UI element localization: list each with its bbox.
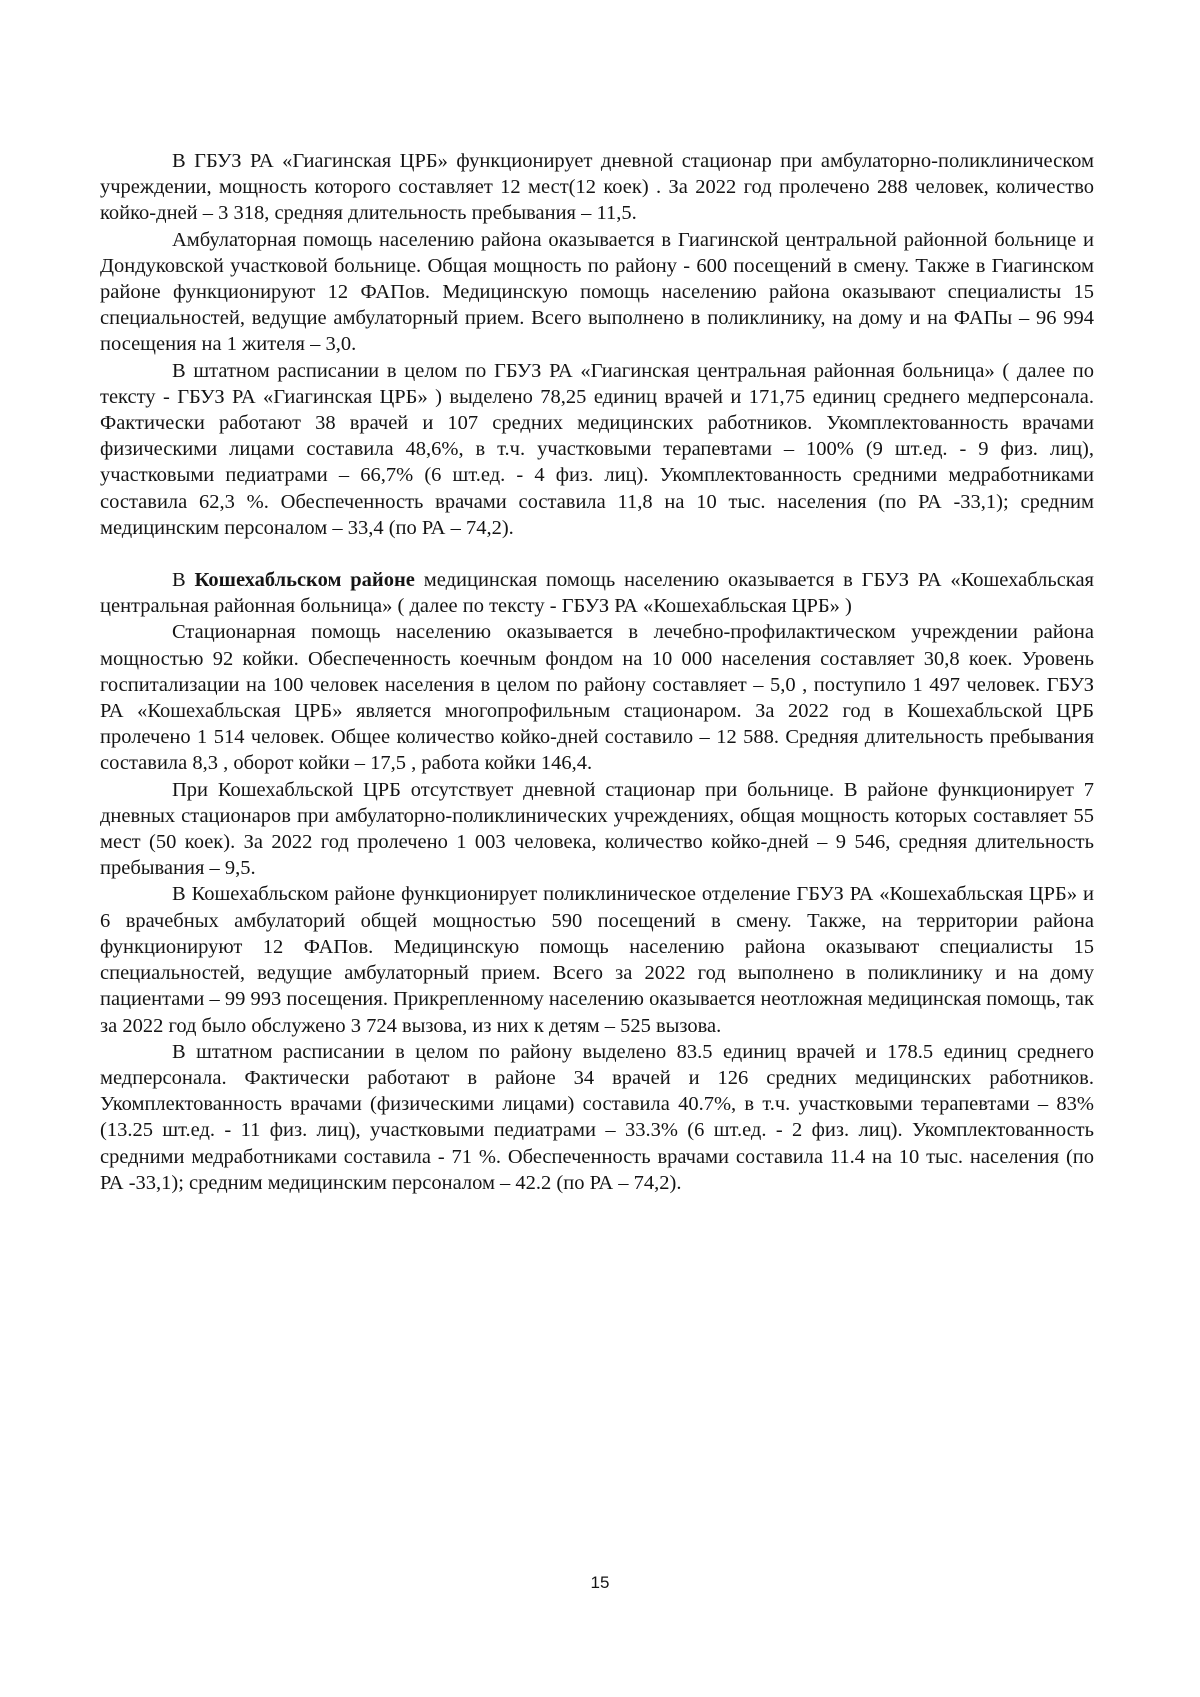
- koshekhabl-intro-prefix: В: [172, 569, 195, 592]
- koshekhabl-district-heading: Кошехабльском районе: [194, 569, 415, 592]
- paragraph-koshekhabl-intro: [100, 567, 1094, 619]
- paragraph-koshekhabl-outpatient: В Кошехабльском районе функционирует поликлиническое отделение ГБУЗ РА «Кошехабльская ЦРБ» и 6 врачебных амбулаторий общей мощностью 590 посещений в смену. Также, на территории района функционируют 12 ФАПов. Медицинскую помощь населению района оказывают специалисты 15 специальностей, ведущие амбулаторный прием. Всего за 2022 год выполнено в поликлинику и на дому пациентами – 99 993 посещения. Прикрепленному населению оказывается неотложная медицинская помощь, так за 2022 год было обслужено 3 724 вызова, из них к детям – 525 вызова.: [100, 883, 1094, 1037]
- paragraph-giaginsk-day-hospital: В ГБУЗ РА «Гиагинская ЦРБ» функционирует дневной стационар при амбулаторно-поликлиническом учреждении, мощность которого составляет 12 мест(12 коек) . За 2022 год пролечено 288 человек, количество койко-дней – 3 318, средняя длительность пребывания – 11,5.: [100, 150, 1094, 225]
- paragraph-giaginsk-ambulatory-care: Амбулаторная помощь населению района оказывается в Гиагинской центральной районной больнице и Дондуковской участковой больнице. Общая мощность по району - 600 посещений в смену. Также в Гиагинском районе функционируют 12 ФАПов. Медицинскую помощь населению района оказывают специалисты 15 специальностей, ведущие амбулаторный прием. Всего выполнено в поликлинику, на дому и на ФАПы – 96 994 посещения на 1 жителя – 3,0.: [100, 228, 1094, 356]
- koshekhabl-intro-text: медицинская помощь населению оказывается в ГБУЗ РА «Кошехабльская центральная районная больница» ( далее по тексту - ГБУЗ РА «Кошехабльская ЦРБ» ): [100, 569, 1094, 618]
- paragraph-giaginsk-staffing: В штатном расписании в целом по ГБУЗ РА «Гиагинская центральная районная больница» ( далее по тексту - ГБУЗ РА «Гиагинская ЦРБ» ) выделено 78,25 единиц врачей и 171,75 единиц среднего медперсонала. Фактически работают 38 врачей и 107 средних медицинских работников. Укомплектованность врачами физическими лицами составила 48,6%, в т.ч. участковыми терапевтами – 100% (9 шт.ед. - 9 физ. лиц), участковыми педиатрами – 66,7% (6 шт.ед. - 4 физ. лиц). Укомплектованность средними медработниками составила 62,3 %. Обеспеченность врачами составила 11,8 на 10 тыс. населения (по РА -33,1); средним медицинским персоналом – 33,4 (по РА – 74,2).: [100, 359, 1094, 539]
- page-number: 15: [590, 1573, 610, 1592]
- paragraph-koshekhabl-day-hospitals: При Кошехабльской ЦРБ отсутствует дневной стационар при больнице. В районе функционирует 7 дневных стационаров при амбулаторно-поликлинических учреждениях, общая мощность которых составляет 55 мест (50 коек). За 2022 год пролечено 1 003 человека, количество койко-дней – 9 546, средняя длительность пребывания – 9,5.: [100, 778, 1094, 880]
- page-body: [100, 148, 1094, 1196]
- paragraph-koshekhabl-staffing: В штатном расписании в целом по району выделено 83.5 единиц врачей и 178.5 единиц среднего медперсонала. Фактически работают в районе 34 врачей и 126 средних медицинских работников. Укомплектованность врачами (физическими лицами) составила 40.7%, в т.ч. участковыми терапевтами – 83% (13.25 шт.ед. - 11 физ. лиц), участковыми педиатрами – 33.3% (6 шт.ед. - 2 физ. лиц). Укомплектованность средними медработниками составила - 71 %. Обеспеченность врачами составила 11.4 на 10 тыс. населения (по РА -33,1); средним медицинским персоналом – 42.2 (по РА – 74,2).: [100, 1040, 1094, 1194]
- paragraph-koshekhabl-inpatient: Стационарная помощь населению оказывается в лечебно-профилактическом учреждении района мощностью 92 койки. Обеспеченность коечным фондом на 10 000 населения составляет 30,8 коек. Уровень госпитализации на 100 человек населения в целом по району составляет – 5,0 , поступило 1 497 человек. ГБУЗ РА «Кошехабльская ЦРБ» является многопрофильным стационаром. За 2022 год в Кошехабльской ЦРБ пролечено 1 514 человек. Общее количество койко-дней составило – 12 588. Средняя длительность пребывания составила 8,3 , оборот койки – 17,5 , работа койки 146,4.: [100, 621, 1094, 775]
